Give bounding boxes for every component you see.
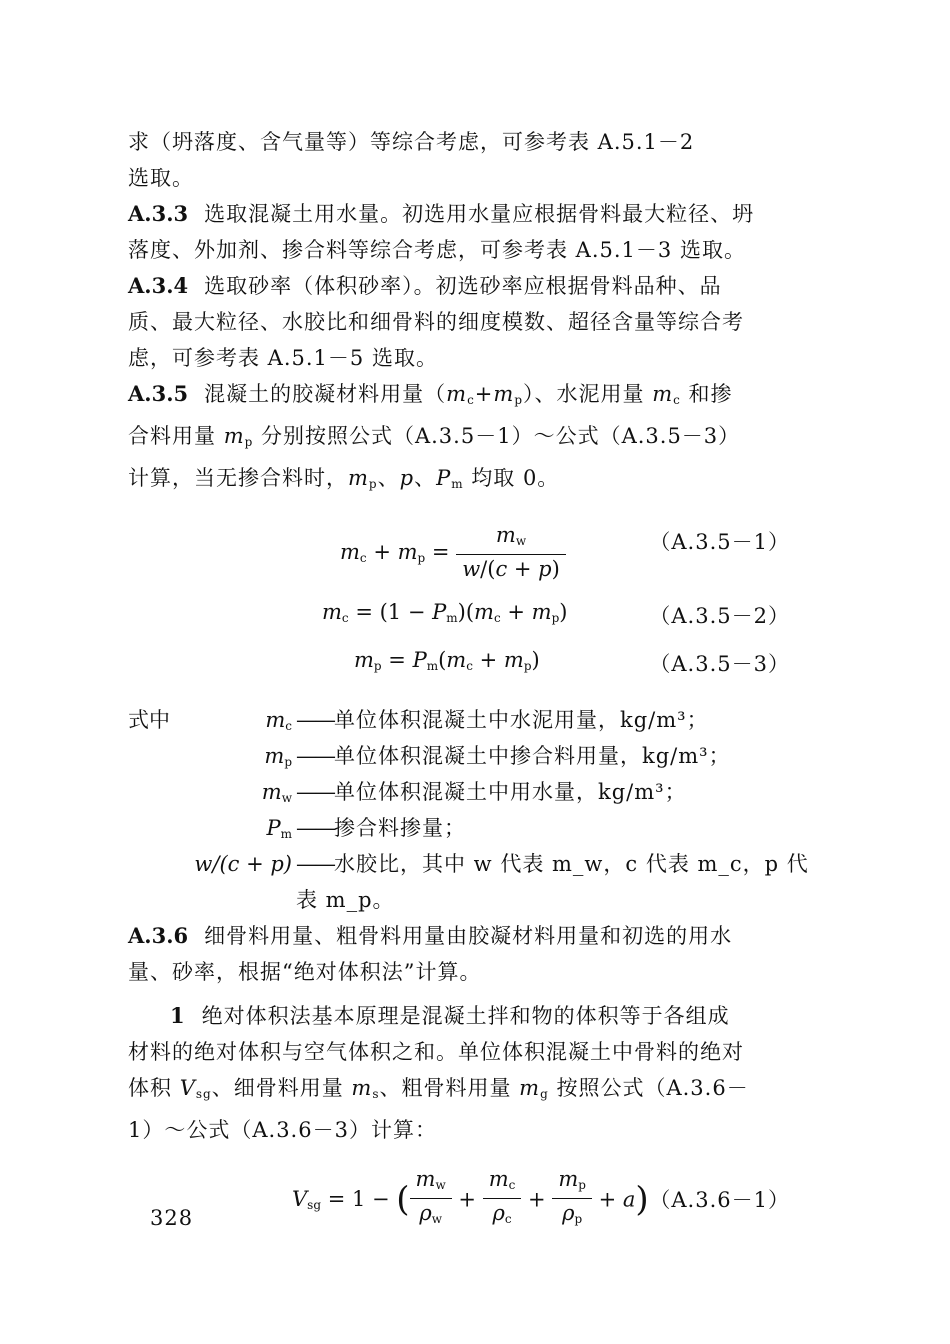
equation-label: （A.3.6－1） [649, 1188, 790, 1212]
definition-mp: $m_p$ ——单位体积混凝土中掺合料用量，kg/m³； [264, 744, 731, 769]
equation-label: （A.3.5－3） [649, 652, 790, 676]
definition-lead: 式中 [128, 708, 170, 732]
clause-number: A.3.3 [128, 201, 189, 226]
equation-a-3-5-2: $m_c = (1 - P_m)(m_c + m_p)$ （A.3.5－2） [322, 600, 790, 628]
clause-number: A.3.5 [128, 381, 189, 406]
clause-number: A.3.4 [128, 273, 189, 298]
definition-pm: $P_m$ ——掺合料掺量； [266, 816, 466, 841]
paragraph-intro: 求（坍落度、含气量等）等综合考虑，可参考表 A.5.1－2 选取。 [128, 130, 695, 190]
equation-a-3-5-3: $m_p = P_m(m_c + m_p)$ （A.3.5－3） [354, 648, 790, 676]
clause-a-3-5: A.3.5 混凝土的胶凝材料用量$(m_c+m_p)$、水泥用量 $m_c$ 和掺 合料用量 $m_p$ 分别按照公式（A.3.5－1）～公式（A.3.5－3） 计算，当无掺合料时，$m_p$、p、$P_m$ 均取 0。 [128, 381, 741, 491]
clause-a-3-3: A.3.3 选取混凝土用水量。初选用水量应根据骨料最大粒径、坍 落度、外加剂、掺合料等综合考虑，可参考表 A.5.1－3 选取。 [128, 201, 755, 262]
definition-wcp: w/(c + p) ——水胶比，其中 w 代表 m_w，c 代表 m_c，p 代 [194, 852, 809, 876]
page-number: 328 [150, 1206, 194, 1230]
equation-a-3-6-1: $V_{sg} = 1$ − ( $\frac{m_w}{\rho_w}$ + $\frac{m_c}{\rho_c}$ + $\frac{m_p}{\rho_p}$ + a) （A.3.6－1） [292, 1167, 790, 1226]
equation-label: （A.3.5－1） [649, 530, 790, 554]
page-body [128, 124, 809, 1226]
equation-label: （A.3.5－2） [649, 604, 790, 628]
symbol-definitions [128, 702, 809, 918]
clause-a-3-6: A.3.6 细骨料用量、粗骨料用量由胶凝材料用量和初选的用水 量、砂率，根据“绝对体积法”计算。 [128, 923, 733, 984]
item-number: 1 [170, 1003, 186, 1028]
equation-a-3-5-1: $m_c + m_p$ = $\frac{m_w}{w/(c + p)}$ （A.3.5－1） [340, 523, 790, 581]
definition-mc: 式中 $m_c$ ——单位体积混凝土中水泥用量，kg/m³； [128, 702, 790, 738]
definition-mw: $m_w$ ——单位体积混凝土中用水量，kg/m³； [261, 780, 687, 805]
clause-a-3-4: A.3.4 选取砂率（体积砂率）。初选砂率应根据骨料品种、品 质、最大粒径、水胶比和细骨料的细度模数、超径含量等综合考 虑，可参考表 A.5.1－5 选取。 [128, 273, 744, 370]
item-1: 1 绝对体积法基本原理是混凝土拌和物的体积等于各组成 材料的绝对体积与空气体积之和。单位体积混凝土中骨料的绝对 体积 $V_{sg}$、细骨料用量 $m_s$、粗骨料用量 $m_g$ 按照公式（A.3.6－ 1）～公式（A.3.6－3）计算： [128, 1003, 749, 1142]
definition-wcp-cont: 表 m_p。 [296, 888, 395, 912]
clause-number: A.3.6 [128, 923, 189, 948]
fraction: $\frac{m_w}{w/(c + p)}$ [456, 522, 566, 583]
